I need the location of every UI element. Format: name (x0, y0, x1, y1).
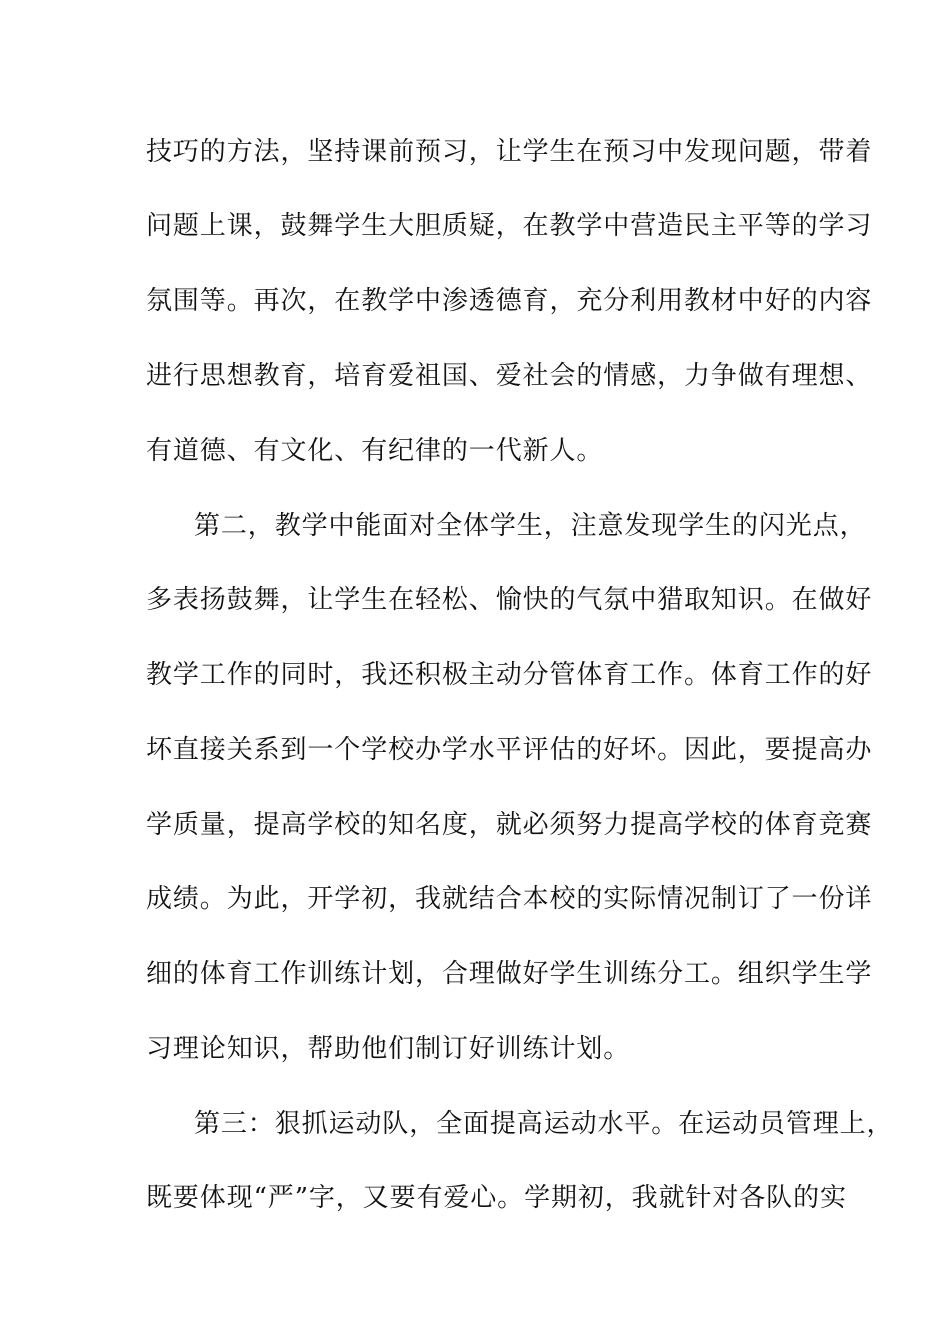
text-line: 习理论知识，帮助他们制订好训练计划。 (146, 1034, 631, 1064)
text-line: 细的体育工作训练计划，合理做好学生训练分工。组织学生学 (146, 959, 873, 989)
paragraph-start-line: 第三：狠抓运动队，全面提高运动水平。在运动员管理上， (194, 1109, 894, 1139)
text-line: 成绩。为此，开学初，我就结合本校的实际情况制订了一份详 (146, 884, 873, 914)
text-line: 技巧的方法，坚持课前预习，让学生在预习中发现问题，带着 (146, 137, 873, 167)
text-line: 问题上课，鼓舞学生大胆质疑，在教学中营造民主平等的学习 (146, 211, 873, 241)
text-line: 进行思想教育，培育爱祖国、爱社会的情感，力争做有理想、 (146, 361, 873, 391)
text-line: 氛围等。再次，在教学中渗透德育，充分利用教材中好的内容 (146, 286, 873, 316)
text-line: 学质量，提高学校的知名度，就必须努力提高学校的体育竞赛 (146, 810, 873, 840)
text-line: 既要体现“严”字，又要有爱心。学期初，我就针对各队的实 (146, 1183, 847, 1213)
text-line: 坏直接关系到一个学校办学水平评估的好坏。因此，要提高办 (146, 735, 873, 765)
text-line: 有道德、有文化、有纪律的一代新人。 (146, 436, 604, 466)
text-line: 教学工作的同时，我还积极主动分管体育工作。体育工作的好 (146, 660, 873, 690)
text-line: 多表扬鼓舞，让学生在轻松、愉快的气氛中猎取知识。在做好 (146, 585, 873, 615)
paragraph-start-line: 第二，教学中能面对全体学生，注意发现学生的闪光点， (194, 511, 867, 541)
